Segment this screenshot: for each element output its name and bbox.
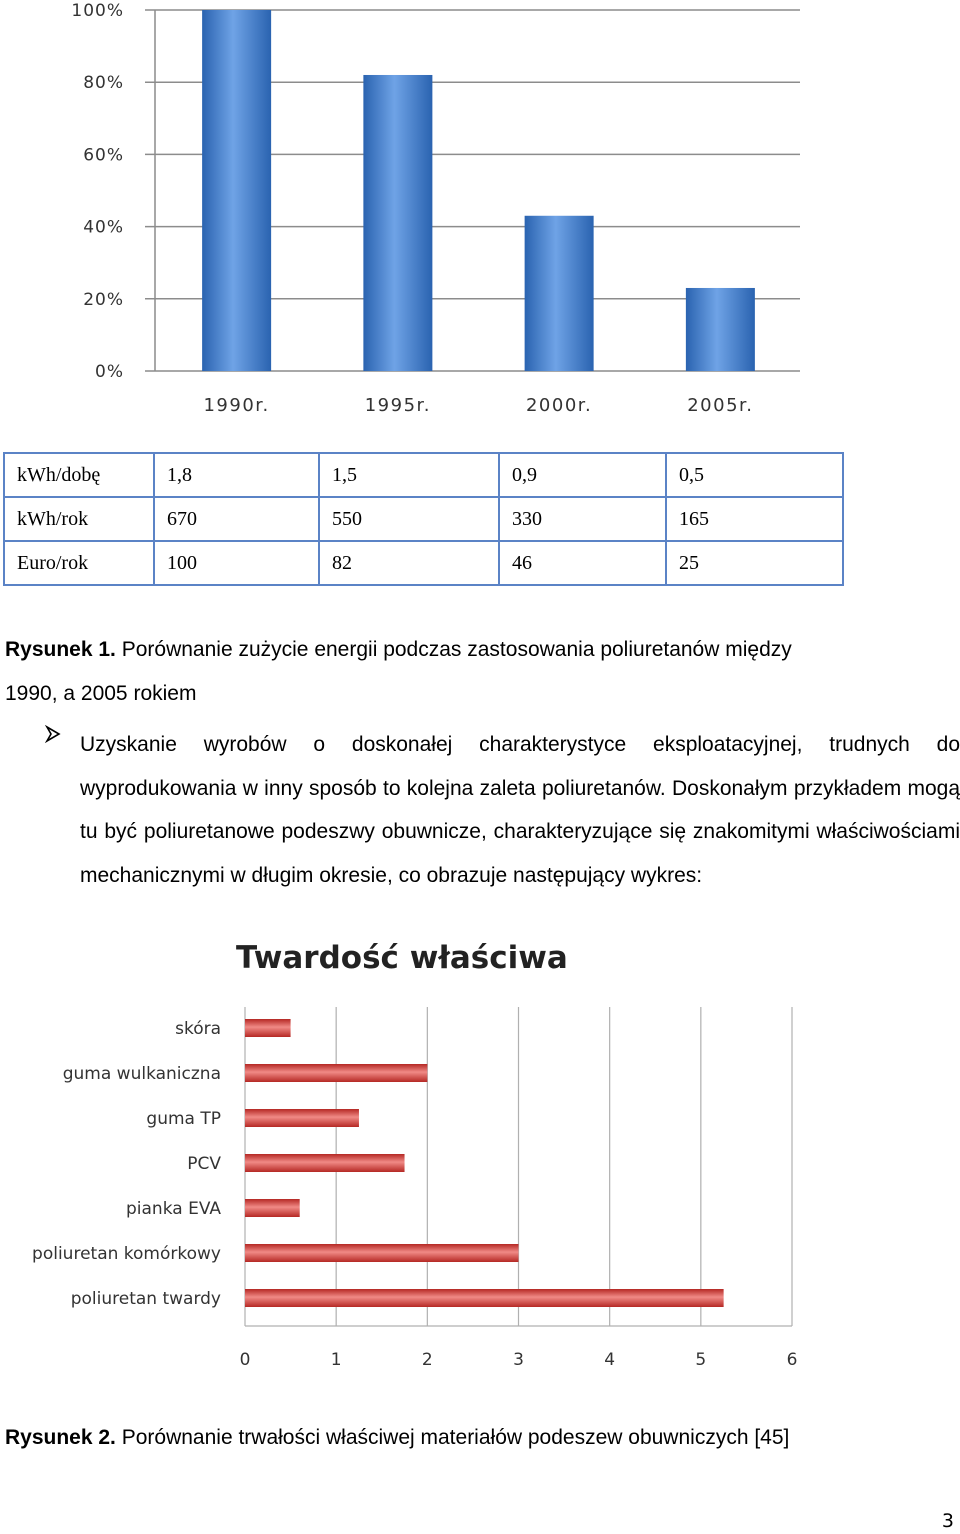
chart-2-title: Twardość właściwa (236, 940, 568, 976)
y-category-label: PCV (187, 1154, 221, 1174)
figure-1-label: Rysunek 1. (5, 638, 116, 661)
bar (245, 1019, 291, 1037)
x-category-label: 2005r. (687, 395, 754, 416)
table-cell: 82 (319, 541, 499, 585)
table-cell: 0,9 (499, 453, 666, 497)
bar (245, 1289, 724, 1307)
x-tick-label: 6 (786, 1350, 798, 1370)
bar (363, 75, 432, 371)
y-category-label: guma wulkaniczna (62, 1064, 221, 1084)
x-tick-label: 4 (604, 1350, 616, 1370)
table-cell: 0,5 (666, 453, 843, 497)
table-cell: Euro/rok (4, 541, 154, 585)
x-tick-label: 0 (239, 1350, 251, 1370)
bar (245, 1109, 359, 1127)
x-category-label: 1990r. (203, 395, 270, 416)
table-cell: 1,8 (154, 453, 319, 497)
x-category-label: 1995r. (364, 395, 432, 416)
page-number: 3 (941, 1510, 954, 1532)
figure-2-label: Rysunek 2. (5, 1426, 116, 1449)
y-tick-label: 60% (83, 145, 124, 166)
y-category-label: poliuretan twardy (70, 1289, 221, 1309)
bar (245, 1064, 427, 1082)
figure-1-text-line2: 1990, a 2005 rokiem (5, 682, 197, 705)
figure-2-caption (5, 1426, 789, 1450)
y-category-label: pianka EVA (126, 1199, 221, 1219)
x-tick-label: 3 (513, 1350, 524, 1370)
energy-data-table (3, 452, 844, 586)
table-cell: 670 (154, 497, 319, 541)
y-category-label: skóra (175, 1019, 221, 1039)
table-cell: 100 (154, 541, 319, 585)
bar (245, 1199, 300, 1217)
table-row (4, 453, 843, 497)
arrowhead-bullet-icon (44, 725, 62, 748)
table-cell: kWh/dobę (4, 453, 154, 497)
energy-bar-chart (0, 0, 960, 425)
y-category-label: guma TP (146, 1109, 221, 1129)
table-cell: kWh/rok (4, 497, 154, 541)
bar (202, 10, 271, 371)
y-tick-label: 20% (83, 289, 124, 310)
y-category-label: poliuretan komórkowy (32, 1244, 221, 1264)
figure-2-text: Porównanie trwałości właściwej materiałów podeszew obuwniczych [45] (115, 1426, 790, 1449)
table-cell: 46 (499, 541, 666, 585)
table-cell: 330 (499, 497, 666, 541)
bar (525, 216, 594, 371)
table-row (4, 541, 843, 585)
bar (245, 1244, 519, 1262)
x-tick-label: 5 (695, 1350, 707, 1370)
bar (245, 1154, 405, 1172)
y-tick-label: 80% (83, 73, 124, 94)
table-cell: 165 (666, 497, 843, 541)
table-cell: 25 (666, 541, 843, 585)
y-tick-label: 0% (95, 362, 124, 382)
hardness-bar-chart (0, 930, 960, 1380)
y-tick-label: 40% (83, 217, 124, 238)
x-tick-label: 1 (330, 1350, 342, 1370)
table-cell: 550 (319, 497, 499, 541)
table-cell: 1,5 (319, 453, 499, 497)
figure-1-caption (5, 638, 955, 705)
x-category-label: 2000r. (525, 395, 593, 416)
figure-1-text: Porównanie zużycie energii podczas zastosowania poliuretanów między (115, 638, 792, 661)
body-paragraph: Uzyskanie wyrobów o doskonałej charakterystyce eksploatacyjnej, trudnych do wyprodukowania w inny sposób to kolejna zaleta poliuretanów. Doskonałym przykładem mogą tu być poliuretanowe podeszwy obuwnicze, charakteryzujące się znakomitymi właściwościami mechanicznymi w długim okresie, co obrazuje następujący wykres: (80, 733, 960, 887)
y-tick-label: 100% (71, 1, 124, 21)
table-row (4, 497, 843, 541)
bar (686, 288, 755, 371)
x-tick-label: 2 (421, 1350, 433, 1370)
